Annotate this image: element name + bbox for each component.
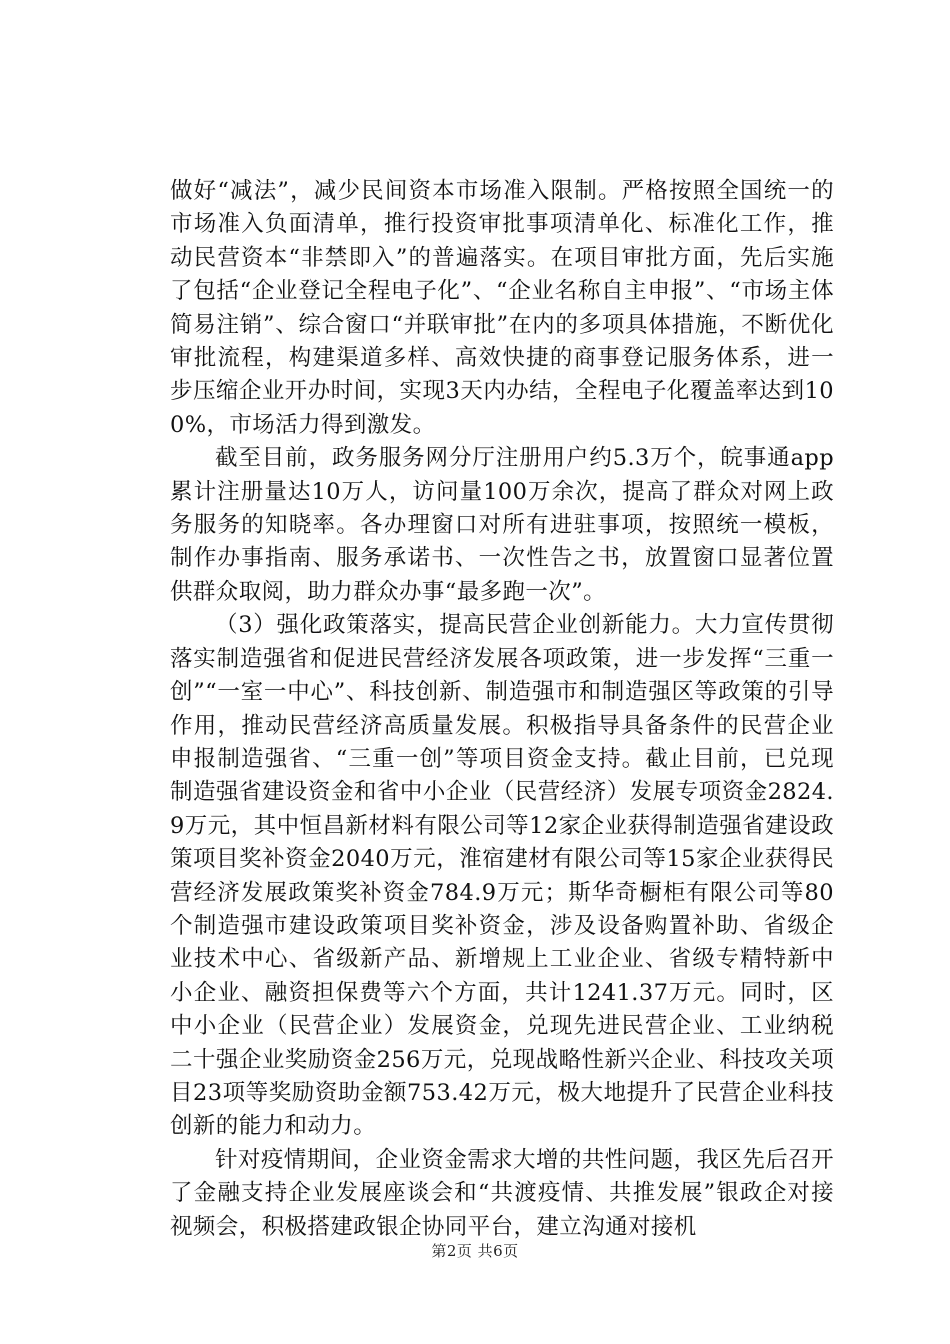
paragraph-1: 做好“减法”，减少民间资本市场准入限制。严格按照全国统一的市场准入负面清单，推行投资审批事项清单化、标准化工作，推动民营资本“非禁即入”的普遍落实。在项目审批方面，先后实施了包括“企业登记全程电子化”、“企业名称自主申报”、“市场主体简易注销”、综合窗口“并联审批”在内的多项具体措施，不断优化审批流程，构建渠道多样、高效快捷的商事登记服务体系，进一步压缩企业开办时间，实现3天内办结，全程电子化覆盖率达到100%，市场活力得到激发。 xyxy=(170,178,834,438)
paragraph-3: （3）强化政策落实，提高民营企业创新能力。大力宣传贯彻落实制造强省和促进民营经济发展各项政策，进一步发挥“三重一创”“一室一中心”、科技创新、制造强市和制造强区等政策的引导作用，推动民营经济高质量发展。积极指导具备条件的民营企业申报制造强省、“三重一创”等项目资金支持。截止目前，已兑现制造强省建设资金和省中小企业（民营经济）发展专项资金2824.9万元，其中恒昌新材料有限公司等12家企业获得制造强省建设政策项目奖补资金2040万元，淮宿建材有限公司等15家企业获得民营经济发展政策奖补资金784.9万元；斯华奇橱柜有限公司等80个制造强市建设政策项目奖补资金，涉及设备购置补助、省级企业技术中心、省级新产品、新增规上工业企业、省级专精特新中小企业、融资担保费等六个方面，共计1241.37万元。同时，区中小企业（民营企业）发展资金，兑现先进民营企业、工业纳税二十强企业奖励资金256万元，兑现战略性新兴企业、科技攻关项目23项等奖励资助金额753.42万元，极大地提升了民营企业科技创新的能力和动力。 xyxy=(170,612,834,1140)
paragraph-2: 截至目前，政务服务网分厅注册用户约5.3万个，皖事通app累计注册量达10万人，访问量100万余次，提高了群众对网上政务服务的知晓率。各办理窗口对所有进驻事项，按照统一模板，制作办事指南、服务承诺书、一次性告之书，放置窗口显著位置供群众取阅，助力群众办事“最多跑一次”。 xyxy=(170,445,834,605)
page-number-footer: 第2页 共6页 xyxy=(431,1242,519,1260)
document-body xyxy=(170,175,834,1244)
paragraph-4: 针对疫情期间，企业资金需求大增的共性问题，我区先后召开了金融支持企业发展座谈会和“共渡疫情、共推发展”银政企对接视频会，积极搭建政银企协同平台，建立沟通对接机 xyxy=(170,1146,834,1240)
